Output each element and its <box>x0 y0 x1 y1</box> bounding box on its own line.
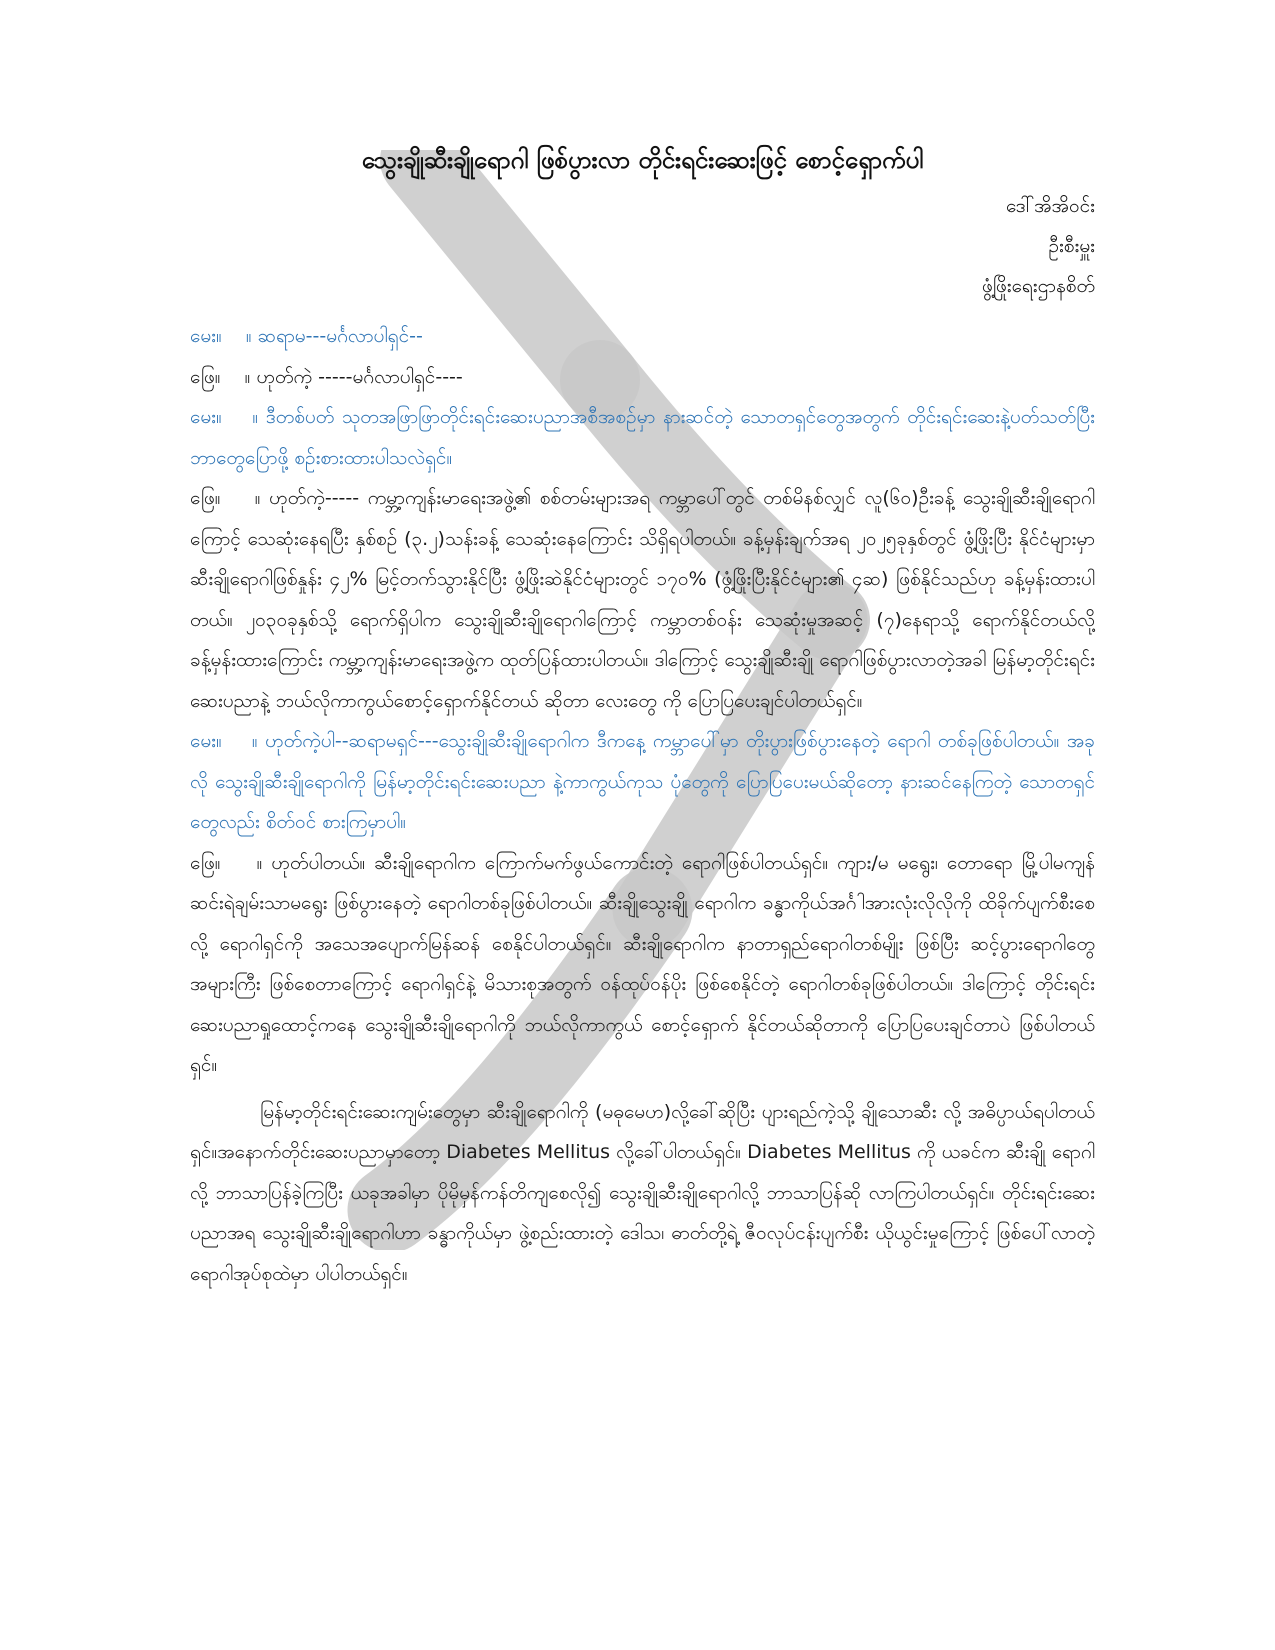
document-title: သွေးချိုဆီးချိုရောဂါ ဖြစ်ပွားလာ တိုင်းရင်းဆေးဖြင့် စောင့်ရှောက်ပါ <box>361 146 924 174</box>
answer-paragraph <box>190 478 1095 721</box>
answer-paragraph <box>190 843 1095 1086</box>
author-department: ဖွံ့ဖြိုးရေးဌာနစိတ် <box>981 275 1095 297</box>
author-name: ဒေါ်အိအိဝင်း <box>1006 195 1095 217</box>
answer-paragraph <box>190 357 1095 398</box>
question-text: ဟုတ်ကဲ့ပါ--ဆရာမရှင်---သွေးချိုဆီးချိုရောဂါက ဒီကနေ့ ကမ္ဘာပေါ်မှာ တိုးပွားဖြစ်ပွားနေတဲ့ ရောဂါ တစ်ခုဖြစ်ပါတယ်။ အခုလို သွေးချိုဆီးချိုရောဂါကို မြန်မာ့တိုင်းရင်းဆေးပညာ နဲ့ကာကွယ်ကုသ ပုံတွေကို ပြောပြပေးမယ်ဆိုတော့ နားဆင်နေကြတဲ့ သောတရှင်တွေလည်း စိတ်ဝင် စားကြမှာပါ။ <box>190 730 1095 833</box>
body-text: မြန်မာ့တိုင်းရင်းဆေးကျမ်းတွေမှာ ဆီးချိုရောဂါကို (မဓုမေဟ)လို့ခေါ်ဆိုပြီး ပျားရည်ကဲ့သို့ ချိုသောဆီး လို့ အဓိပ္ပာယ်ရပါတယ်ရှင်။အနောက်တိုင်းဆေးပညာမှာတော့ Diabetes Mellitus လို့ခေါ်ပါတယ်ရှင်။ Diabetes Mellitus ကို ယခင်က ဆီးချို ရောဂါလို့ ဘာသာပြန်ခဲ့ကြပြီး ယခုအခါမှာ ပိုမိုမှန်ကန်တိကျစေလို၍ သွေးချိုဆီးချိုရောဂါလို့ ဘာသာပြန်ဆို လာကြပါတယ်ရှင်။ တိုင်းရင်းဆေး ပညာအရ သွေးချိုဆီးချိုရောဂါဟာ ခန္ဓာကိုယ်မှာ ဖွဲ့စည်းထားတဲ့ ဒေါသ၊ ဓာတ်တို့ရဲ့ ဇီဝလုပ်ငန်းပျက်စီး ယိုယွင်းမှုကြောင့် ဖြစ်ပေါ်လာတဲ့ ရောဂါအုပ်စုထဲမှာ ပါပါတယ်ရှင်။ <box>190 1100 1095 1285</box>
question-paragraph <box>190 397 1095 478</box>
body-paragraph <box>190 1092 1095 1295</box>
answer-text: ဟုတ်ကဲ့----- ကမ္ဘာ့ကျန်းမာရေးအဖွဲ့၏ စစ်တမ်းများအရ ကမ္ဘာပေါ်တွင် တစ်မိနစ်လျှင် လူ(၆၀)ဦးခန့် သွေးချိုဆီးချိုရောဂါကြောင့် သေဆုံးနေရပြီး နှစ်စဉ် (၃.၂)သန်းခန့် သေဆုံးနေကြောင်း သိရှိရပါတယ်။ ခန့်မှန်းချက်အရ ၂၀၂၅ခုနှစ်တွင် ဖွံ့ဖြိုးပြီး နိုင်ငံများမှာ ဆီးချိုရောဂါဖြစ်နှုန်း ၄၂% မြင့်တက်သွားနိုင်ပြီး ဖွံ့ဖြိုးဆဲနိုင်ငံများတွင် ၁၇၀% (ဖွံ့ဖြိုးပြီးနိုင်ငံများ၏ ၄ဆ) ဖြစ်နိုင်သည်ဟု ခန့်မှန်းထားပါတယ်။ ၂၀၃၀ခုနှစ်သို့ ရောက်ရှိပါက သွေးချိုဆီးချိုရောဂါကြောင့် ကမ္ဘာတစ်ဝန်း သေဆုံးမှုအဆင့် (၇)နေရာသို့ ရောက်နိုင်တယ်လို့ ခန့်မှန်းထားကြောင်း ကမ္ဘာ့ကျန်းမာရေးအဖွဲ့က ထုတ်ပြန်ထားပါတယ်။ ဒါကြောင့် သွေးချိုဆီးချို ရောဂါဖြစ်ပွားလာတဲ့အခါ မြန်မာ့တိုင်းရင်းဆေးပညာနဲ့ ဘယ်လိုကာကွယ်စောင့်ရှောက်နိုင်တယ် ဆိုတာ လေးတွေ ကို ပြောပြပေးချင်ပါတယ်ရှင်။ <box>190 487 1096 712</box>
author-block <box>190 186 1095 306</box>
answer-text: ဟုတ်ကဲ့ -----မင်္ဂလာပါရှင်---- <box>256 365 463 388</box>
question-label: မေး။ ။ <box>190 730 266 752</box>
document-content <box>190 140 1095 1294</box>
question-paragraph <box>190 316 1095 357</box>
question-text: ဆရာမ---မင်္ဂလာပါရှင်-- <box>257 325 423 347</box>
question-text: ဒီတစ်ပတ် သုတအဖြာဖြာတိုင်းရင်းဆေးပညာအစီအစဉ်မှာ နားဆင်တဲ့ သောတရှင်တွေအတွက် တိုင်းရင်းဆေးနဲ့ပတ်သတ်ပြီး ဘာတွေပြောဖို့ စဉ်းစားထားပါသလဲရှင်။ <box>190 406 1095 469</box>
answer-label: ဖြေ။ ။ <box>190 851 272 874</box>
answer-label: ဖြေ။ ။ <box>190 365 257 388</box>
question-label: မေး။ ။ <box>190 406 266 428</box>
author-position: ဦးစီးမှူး <box>1048 235 1095 257</box>
question-label: မေး။ ။ <box>190 325 258 347</box>
answer-label: ဖြေ။ ။ <box>190 487 270 509</box>
question-paragraph <box>190 721 1095 843</box>
answer-text: ဟုတ်ပါတယ်။ ဆီးချိုရောဂါက ကြောက်မက်ဖွယ်ကောင်းတဲ့ ရောဂါဖြစ်ပါတယ်ရှင်။ ကျား/မ မရွေး၊ တောရော မြို့ပါမကျန် ဆင်းရဲချမ်းသာမရွေး ဖြစ်ပွားနေတဲ့ ရောဂါတစ်ခုဖြစ်ပါတယ်။ ဆီးချိုသွေးချို ရောဂါက ခန္ဓာကိုယ်အင်္ဂါအားလုံးလိုလိုကို ထိခိုက်ပျက်စီးစေလို့ ရောဂါရှင်ကို အသေအပျောက်မြန်ဆန် စေနိုင်ပါတယ်ရှင်။ ဆီးချိုရောဂါက နာတာရှည်ရောဂါတစ်မျိုး ဖြစ်ပြီး ဆင့်ပွားရောဂါတွေအများကြီး ဖြစ်စေတာကြောင့် ရောဂါရှင်နဲ့ မိသားစုအတွက် ဝန်ထုပ်ဝန်ပိုး ဖြစ်စေနိုင်တဲ့ ရောဂါတစ်ခုဖြစ်ပါတယ်။ ဒါကြောင့် တိုင်းရင်းဆေးပညာရှုထောင့်ကနေ သွေးချိုဆီးချိုရောဂါကို ဘယ်လိုကာကွယ် စောင့်ရှောက် နိုင်တယ်ဆိုတာကို ပြောပြပေးချင်တာပဲ ဖြစ်ပါတယ်ရှင်။ <box>190 851 1096 1076</box>
